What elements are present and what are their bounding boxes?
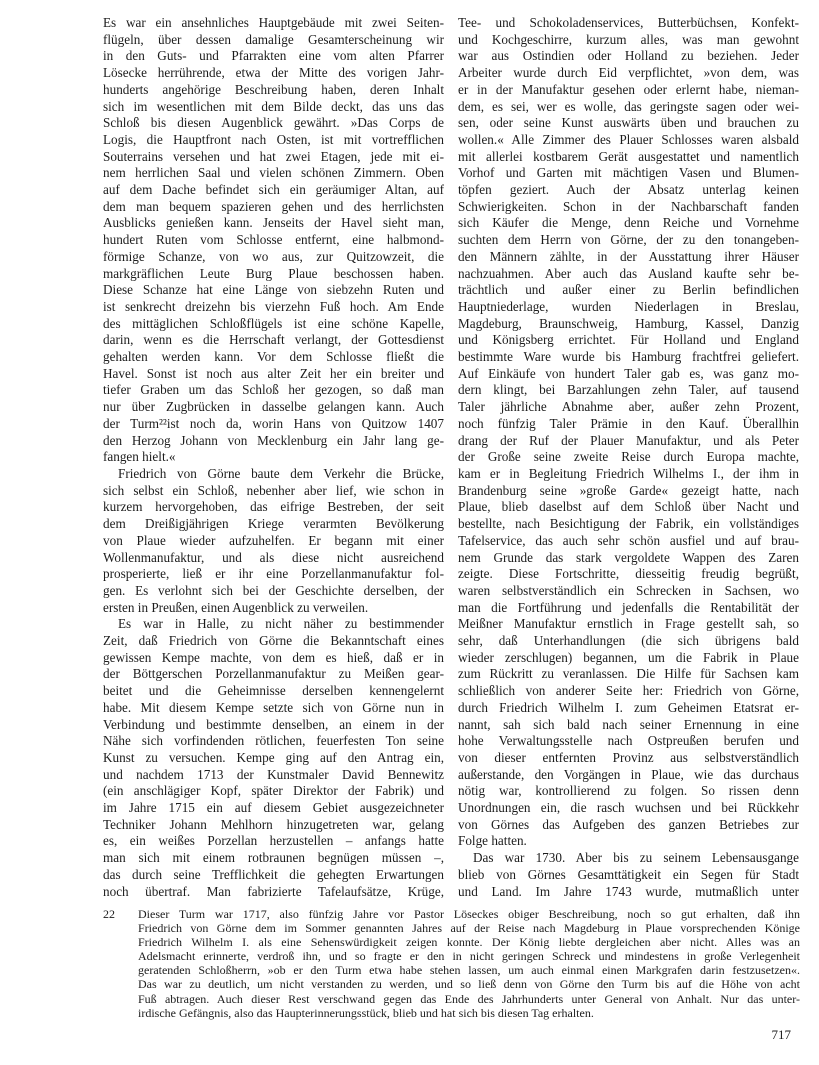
text-line: der Große seine zweite Reise durch Europa machte, xyxy=(458,449,799,465)
text-line: fangen hielt.« xyxy=(103,449,176,465)
text-line: kurzem hervorgehoben, das eifrige Bestreben, der seit xyxy=(103,499,444,515)
text-line: nem Grunde das stark vergoldete Wappen des Zaren xyxy=(458,549,799,565)
text-line: bestimmte Ware wurde bis Hamburg frachtfrei geliefert. xyxy=(458,349,799,365)
text-line: nachzuahmen. Aber auch das Ausland kaufte sehr be- xyxy=(458,265,799,281)
text-line: Folge hatten. xyxy=(458,833,527,849)
text-line: von dieser entfernten Provinz aus selbstverständlich xyxy=(458,749,799,765)
text-line: sen, oder seine Kunst auswärts üben und brauchen zu xyxy=(458,115,799,131)
text-line: Friedrich von Görne dem im Sommer genannten Jahres auf der Reise nach Magdeburg in Plaue vorsprechenden Könige xyxy=(138,921,800,936)
text-line: habe. Mit diesem Kempe setzte sich von Görne nun in xyxy=(103,699,444,715)
text-line: er in der Manufaktur gesehen oder erlernt habe, nieman- xyxy=(458,81,799,97)
text-line: markgräflichen Leute Burg Plaue beschossen haben. xyxy=(103,265,444,281)
footnote-marker: 22 xyxy=(103,907,115,921)
text-line: dem Dreißigjährigen Kriege verarmten Bevölkerung xyxy=(103,516,444,532)
text-line: Das war 1730. Aber bis zu seinem Lebensausgange xyxy=(473,850,799,866)
text-line: prosperierte, ließ er ihr eine Porzellanmanufaktur fol- xyxy=(103,566,444,582)
text-line: Es war in Halle, zu nicht näher zu bestimmender xyxy=(118,616,444,632)
text-line: des mittäglichen Schloßflügels ist eine schöne Kapelle, xyxy=(103,315,444,331)
text-line: ersten in Preußen, einen Augenblick zu verweilen. xyxy=(103,599,369,615)
text-line: das durch seine Trefflichkeit die gehegten Erwartungen xyxy=(103,866,444,882)
text-line: es, ein weißes Porzellan herzustellen – anfangs hatte xyxy=(103,833,444,849)
text-line: waren selbstverständlich ein Schrecken in Sachsen, wo xyxy=(458,582,799,598)
text-line: förmige Schanze, von wo aus, zur Quitzowzeit, die xyxy=(103,248,444,264)
text-line: der Böttgerschen Porzellanmanufaktur zu Meißen gear- xyxy=(103,666,444,682)
text-line: Havel. Sonst ist noch aus alter Zeit her ein breiter und xyxy=(103,365,444,381)
text-line: mit allerlei kostbarem Gerät ausgestattet und namentlich xyxy=(458,148,799,164)
text-line: zum Rückritt zu veranlassen. Die Hilfe für Sachsen kam xyxy=(458,666,799,682)
text-line: den Herzog Johann von Mecklenburg ein Jahr lang ge- xyxy=(103,432,444,448)
text-line: Es war ein ansehnliches Hauptgebäude mit zwei Seiten- xyxy=(103,15,444,30)
text-line: Magdeburg, Braunschweig, Hamburg, Kassel, Danzig xyxy=(458,315,799,331)
text-line: noch übertraf. Man fabrizierte Tafelaufsätze, Krüge, xyxy=(103,883,444,899)
page-number: 717 xyxy=(771,1027,791,1042)
text-line: Nähe sich vorfindenden rötlichen, feuerfesten Ton seine xyxy=(103,733,444,749)
text-line: Friedrich von Görne baute dem Verkehr die Brücke, xyxy=(118,465,444,481)
text-line: sich selbst ein Schloß, nebenher aber lief, wie schon in xyxy=(103,482,444,498)
text-line: Dieser Turm war 1717, also fünfzig Jahre vor Pastor Löseckes obiger Beschreibung, noch so gut erhalten, daß ihn xyxy=(138,907,800,921)
text-line: außerstande, den Vorgängen in Plaue, wie das durchaus xyxy=(458,766,799,782)
text-line: dem man bequem spazieren gehen und des herrlichsten xyxy=(103,198,444,214)
text-line: (ein anschlägiger Kopf, später Direktor der Fabrik) und xyxy=(103,783,444,799)
text-line: man sich mit einem rotbraunen begnügen müssen –, xyxy=(103,850,444,866)
text-line: Tee- und Schokoladenservices, Butterbüchsen, Konfekt- xyxy=(458,15,799,30)
text-line: beitet und die Geheimnisse derselben kennengelernt xyxy=(103,683,444,699)
text-column-right xyxy=(458,15,799,900)
text-line: der Turm²²ist noch da, worin Hans von Quitzow 1407 xyxy=(103,415,444,431)
text-line: sich Käufer die Menge, denn Reiche und Vornehme xyxy=(458,215,799,231)
text-column-left xyxy=(103,15,444,900)
text-line: und nachdem 1713 der Kunstmaler David Bennewitz xyxy=(103,766,444,782)
text-line: wieder zerschlugen) begannen, um die Fabrik in Plaue xyxy=(458,649,799,665)
text-line: Unordnungen ein, die rasch wuchsen und bei Rückkehr xyxy=(458,800,799,816)
footnote xyxy=(138,907,800,1020)
text-line: darin, wenn es die Herrschaft verlangt, der Gottesdienst xyxy=(103,332,444,348)
text-line: drang der Ruf der Plauer Manufaktur, und als Peter xyxy=(458,432,799,448)
text-line: Fuß abtragen. Auch dieser Rest verschwand gegen das Ende des Jahrhunderts unter General von Anhalt. Nur das unter- xyxy=(138,991,800,1006)
text-line: von Plaue wieder aufzuhelfen. Er begann mit einer xyxy=(103,532,444,548)
text-line: Schwierigkeiten. Schon in der Nachbarschaft fanden xyxy=(458,198,799,214)
text-line: Kunst zu versuchen. Kempe ging auf den Antrag ein, xyxy=(103,749,444,765)
text-line: nannt, sah sich bald nach seiner Ernennung in eine xyxy=(458,716,799,732)
text-line: Taler jährliche Abnahme aber, außer zehn Prozent, xyxy=(458,399,799,415)
text-line: töpfen geziert. Auch der Absatz unterlag keinen xyxy=(458,182,799,198)
text-line: kam er in Begleitung Friedrich Wilhelms I., der ihm in xyxy=(458,465,799,481)
text-line: irdische Gefängnis, also das Haupterinnerungsstück, blieb und hat sich bis diesen Tag erhalten. xyxy=(138,1005,594,1020)
text-line: zeigte. Diese Fortschritte, diesseitig freudig begrüßt, xyxy=(458,566,799,582)
text-line: Plaue, blieb daselbst auf dem Schloß über Nacht und xyxy=(458,499,799,515)
text-line: wollen.« Alle Zimmer des Plauer Schlosses waren alsbald xyxy=(458,131,799,147)
text-line: flügeln, über dessen damalige Gesamterscheinung wir xyxy=(103,31,444,47)
text-line: Vorhof und Garten mit mächtigen Vasen und Blumen- xyxy=(458,165,799,181)
text-line: dern klingt, bei Barzahlungen zehn Taler, auf tausend xyxy=(458,382,799,398)
text-line: nur über Zugbrücken in dasselbe gelangen kann. Auch xyxy=(103,399,444,415)
text-line: Das war zu deutlich, um nicht verstanden zu werden, und so ließ denn von Görne den Turm bis auf die Höhe von acht xyxy=(138,977,800,992)
text-line: gehalten werden kann. Vor dem Schlosse fließt die xyxy=(103,349,444,365)
text-line: hohe Verwaltungsstelle nach Ostpreußen berufen und xyxy=(458,733,799,749)
text-line: im Jahre 1715 ein auf diesem Gebiet ausgezeichneter xyxy=(103,800,444,816)
text-line: Ausblicks genießen kann. Jenseits der Havel sieht man, xyxy=(103,215,444,231)
text-line: blieb von Görnes Gesamttätigkeit ein Segen für Stadt xyxy=(458,866,799,882)
text-line: Friedrich Wilhelm I. als eine Sehenswürdigkeit zeigen konnte. Der König liebte dergleichen aber nicht. Alles was an xyxy=(138,935,800,950)
text-line: von Görnes das Aufgeben des ganzen Betriebes zur xyxy=(458,816,799,832)
text-line: hunderts angehörige Beschreibung haben, deren Inhalt xyxy=(103,81,444,97)
text-line: Zeit, daß Friedrich von Görne die Bekanntschaft eines xyxy=(103,633,444,649)
text-line: Schloß bis diesen Augenblick gewährt. »Das Corps de xyxy=(103,115,444,131)
text-line: und Land. Im Jahre 1743 wurde, mutmaßlich unter xyxy=(458,883,799,899)
text-line: Brandenburg seine »große Garde« gezeigt hatte, nach xyxy=(458,482,799,498)
text-line: auf dem Dache befindet sich ein geräumiger Altan, auf xyxy=(103,182,444,198)
text-line: hundert Ruten vom Schlosse entfernt, eine halbmond- xyxy=(103,232,444,248)
text-line: und Kochgeschirre, kurzum alles, was man gewohnt xyxy=(458,31,799,47)
text-line: Hauptniederlage, wurden Niederlagen in Breslau, xyxy=(458,298,799,314)
text-line: bestellte, nach Besichtigung der Fabrik, ein vollständiges xyxy=(458,516,799,532)
text-line: Meißner Manufaktur ernstlich in Frage gestellt sah, so xyxy=(458,616,799,632)
text-line: Tafelservice, das auch sehr schön ausfiel und auf brau- xyxy=(458,532,799,548)
text-line: Verbindung und bestimmte denselben, an einem in der xyxy=(103,716,444,732)
text-line: Auf Einkäufe von hundert Taler gab es, was ganz mo- xyxy=(458,365,799,381)
text-line: nötig war, kontrollierend zu folgen. So rissen denn xyxy=(458,783,799,799)
text-line: Wollenmanufaktur, und als diese nicht ausreichend xyxy=(103,549,444,565)
text-line: nem herrlichen Saal und vielen schönen Zimmern. Oben xyxy=(103,165,444,181)
text-line: trächtlich und außer einer zu Berlin befindlichen xyxy=(458,282,799,298)
text-line: man die Fortführung und jedenfalls die Rentabilität der xyxy=(458,599,799,615)
text-line: sehr, daß Unterhandlungen (die sich übrigens bald xyxy=(458,633,799,649)
text-line: Logis, die Hauptfront nach Osten, ist mit vortrefflichen xyxy=(103,131,444,147)
text-line: Diese Schanze hat eine Länge von siebzehn Ruten und xyxy=(103,282,444,298)
text-line: dem, es sei, wer es wolle, das geringste sagen oder wei- xyxy=(458,98,799,114)
text-line: schließlich von anderer Seite her: Friedrich von Görne, xyxy=(458,683,799,699)
text-line: geratenden Schloßherrn, »ob er den Turm etwa habe stehen lassen, um auch einmal einen Markgrafen darin festzusetzen«. xyxy=(138,963,800,978)
text-line: Techniker Johann Mehlhorn hinzugetreten war, gelang xyxy=(103,816,444,832)
text-line: und Königsberg errichtet. Für Holland und England xyxy=(458,332,799,348)
text-line: in den Guts- und Pfarrakten eine vom alten Pfarrer xyxy=(103,48,444,64)
text-line: tiefer Graben um das Schloß her gezogen, so daß man xyxy=(103,382,444,398)
text-line: war aus Ostindien oder Holland zu beziehen. Jeder xyxy=(458,48,799,64)
text-line: durch Friedrich Wilhelm I. zum Geheimen Etatsrat er- xyxy=(458,699,799,715)
text-line: ist senkrecht dreizehn bis vierzehn Fuß hoch. Am Ende xyxy=(103,298,444,314)
text-line: sich im wesentlichen mit dem Bilde deckt, das uns das xyxy=(103,98,444,114)
text-line: Adelsmacht erinnerte, verdroß ihn, und so fragte er den in nicht geringen Schreck und mindestens in große Verlegenheit xyxy=(138,949,800,964)
text-line: noch fünfzig Taler Prämie in den Kauf. Überallhin xyxy=(458,415,799,431)
text-line: Lösecke herrührende, etwa der Mitte des vorigen Jahr- xyxy=(103,65,444,81)
text-line: gewissen Kempe machte, von dem es hieß, daß er in xyxy=(103,649,444,665)
text-line: Arbeiter wurde durch Eid verpflichtet, »von dem, was xyxy=(458,65,799,81)
text-line: suchten dem Herrn von Görne, der zu den tonangeben- xyxy=(458,232,799,248)
text-line: gen. Es verlohnt sich bei der Geschichte derselben, der xyxy=(103,582,444,598)
text-line: den Männern zählte, in der Ausstattung ihrer Häuser xyxy=(458,248,799,264)
text-line: Souterrains versehen und hat zwei Etagen, jede mit ei- xyxy=(103,148,444,164)
